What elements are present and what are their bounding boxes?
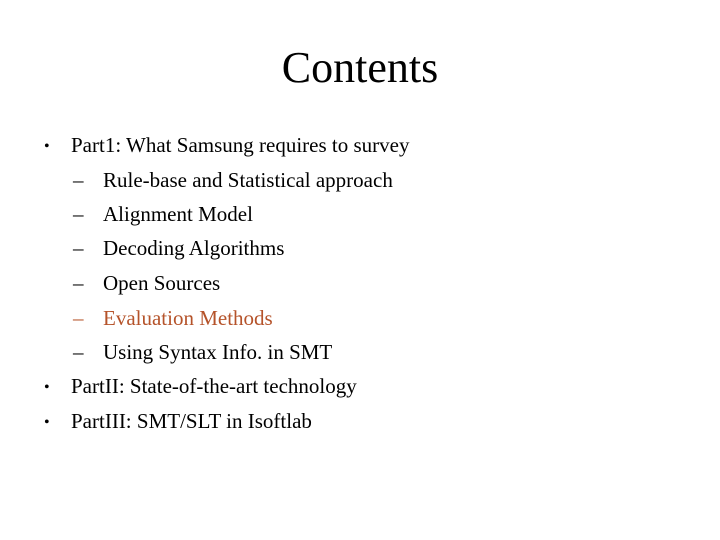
list-item-text: Rule-base and Statistical approach <box>103 168 393 192</box>
dash-marker: – <box>73 202 84 226</box>
list-item-text: Alignment Model <box>103 202 253 226</box>
slide-title <box>0 40 720 96</box>
bullet-marker: • <box>44 379 50 396</box>
bullet-marker: • <box>44 138 50 155</box>
list-item-text: Open Sources <box>103 271 221 295</box>
list-item-text: PartIII: SMT/SLT in Isoftlab <box>71 409 312 433</box>
dash-marker: – <box>73 236 84 260</box>
slide-title-text: Contents <box>281 43 439 92</box>
list-item-text: Using Syntax Info. in SMT <box>103 340 333 364</box>
list-item-text: Decoding Algorithms <box>103 236 285 260</box>
list-item-text: Evaluation Methods <box>103 306 273 330</box>
bullet-marker: • <box>44 414 50 431</box>
list-item-text: Part1: What Samsung requires to survey <box>71 133 410 157</box>
list-item-text: PartII: State-of-the-art technology <box>71 374 357 398</box>
dash-marker: – <box>73 168 84 192</box>
dash-marker: – <box>73 271 84 295</box>
dash-marker: – <box>73 340 84 364</box>
dash-marker: – <box>73 306 84 330</box>
